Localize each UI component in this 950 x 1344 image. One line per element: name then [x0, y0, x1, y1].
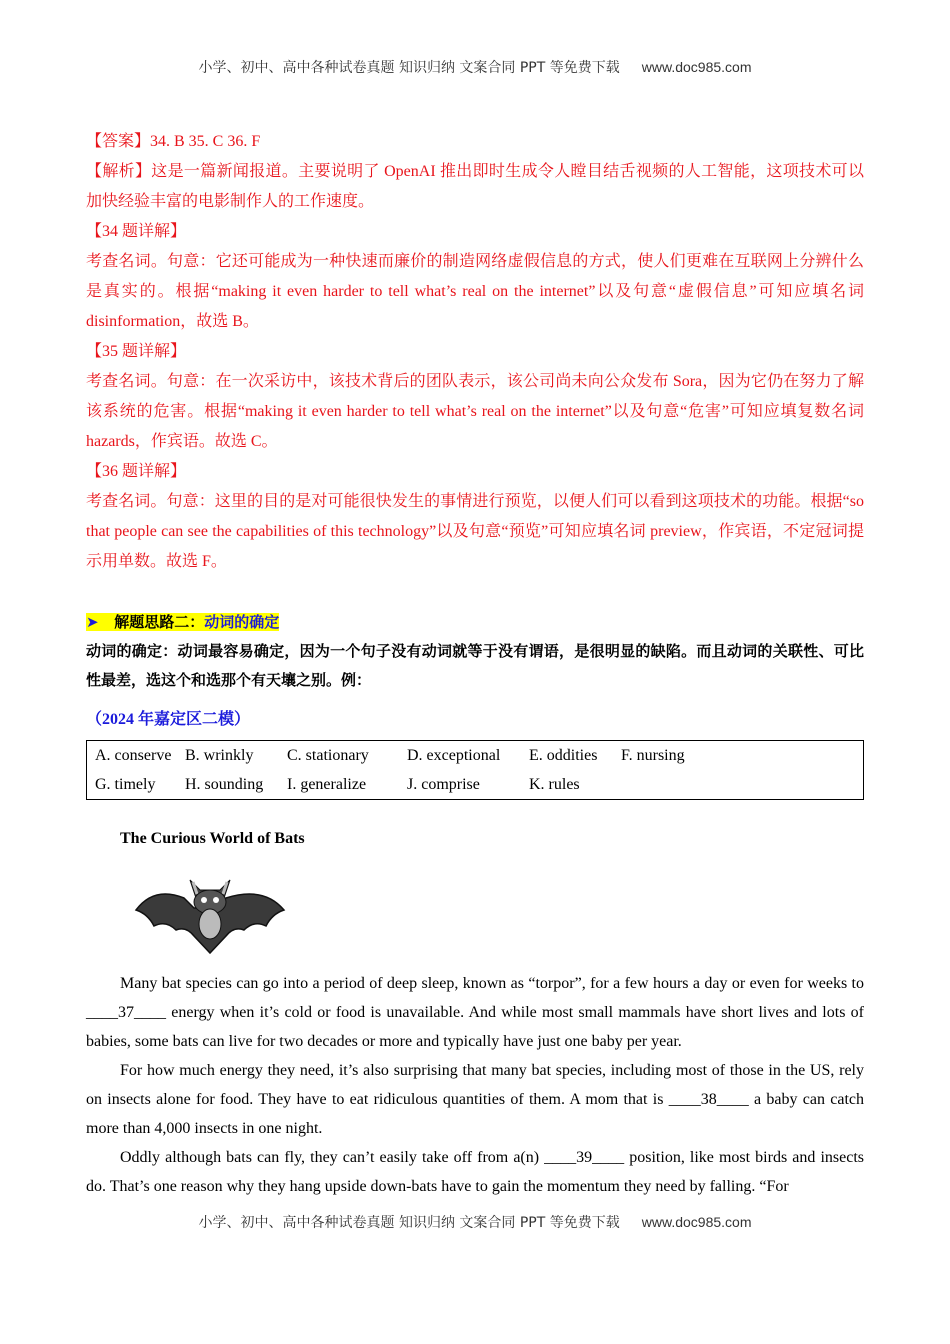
- options-row: [87, 741, 864, 771]
- passage-title: The Curious World of Bats: [120, 830, 305, 847]
- section-intro: 动词的确定：动词最容易确定，因为一个句子没有动词就等于没有谓语，是很明显的缺陷。而且动词的关联性、可比性最差，选这个和选那个有天壤之别。例：: [86, 642, 864, 689]
- options-row: [87, 770, 864, 800]
- page-footer: [0, 1212, 950, 1232]
- q34-body: 考查名词。句意：它还可能成为一种快速而廉价的制造网络虚假信息的方式，使人们更难在互联网上分辨什么是真实的。根据“making it even harder to tell what’s real on the internet”以及句意“虚假信息”可知应填名词 disinformation，故选 B。: [86, 253, 864, 330]
- answer-explanation: [86, 127, 864, 577]
- q35-body: 考查名词。句意：在一次采访中，该技术背后的团队表示，该公司尚未向公众发布 Sora，因为它仍在努力了解该系统的危害。根据“making it even harder to tell what’s real on the internet”以及句意“危害”可知应填复数名词 hazards，作宾语。故选 C。: [86, 373, 864, 450]
- footer-text: 小学、初中、高中各种试卷真题 知识归纳 文案合同 PPT 等免费下载: [198, 1215, 620, 1231]
- option: D. exceptional: [407, 746, 501, 764]
- section-label: 解题思路二：: [114, 613, 205, 631]
- option: G. timely: [95, 775, 156, 793]
- option: K. rules: [529, 775, 580, 793]
- header-url[interactable]: www.doc985.com: [641, 59, 752, 75]
- option: B. wrinkly: [185, 746, 254, 764]
- section-highlight: 动词的确定: [204, 613, 280, 631]
- page-header: [0, 57, 950, 77]
- option: H. sounding: [185, 775, 264, 793]
- passage-body: [86, 969, 864, 1201]
- q36-body: 考查名词。句意：这里的目的是对可能很快发生的事情进行预览，以便人们可以看到这项技术的功能。根据“so that people can see the capabilities of this technology”以及句意“预览”可知应填名词 preview，作宾语，不定冠词提示用单数。故选 F。: [86, 493, 864, 570]
- options-table: [86, 740, 864, 800]
- option: C. stationary: [287, 746, 369, 764]
- option: A. conserve: [95, 746, 172, 764]
- arrow-icon: ➤: [86, 613, 99, 631]
- analysis-text: 【解析】这是一篇新闻报道。主要说明了 OpenAI 推出即时生成令人瞠目结舌视频的人工智能，这项技术可以加快经验丰富的电影制作人的工作速度。: [86, 163, 864, 210]
- option: F. nursing: [621, 746, 685, 764]
- option: [613, 770, 864, 800]
- option: E. oddities: [529, 746, 598, 764]
- q35-title: 【35 题详解】: [86, 343, 187, 360]
- q36-title: 【36 题详解】: [86, 463, 187, 480]
- passage-paragraph: Many bat species can go into a period of deep sleep, known as “torpor”, for a few hours a day or even for weeks to ____37____ energy when it’s cold or food is unavailable. And while most small mammals have short lives and lots of babies, some bats can live for two decades or more and typically have just one baby per year.: [86, 975, 864, 1050]
- passage-paragraph: Oddly although bats can fly, they can’t easily take off from a(n) ____39____ position, like most birds and insects do. That’s one reason why they hang upside down-bats have to gain the momentum they need by falling. “For: [86, 1149, 864, 1195]
- header-text: 小学、初中、高中各种试卷真题 知识归纳 文案合同 PPT 等免费下载: [198, 60, 620, 76]
- bat-illustration: [134, 868, 286, 958]
- option: I. generalize: [287, 775, 367, 793]
- section-heading: [86, 608, 864, 695]
- source-label: （2024 年嘉定区二模）: [86, 711, 251, 728]
- q34-title: 【34 题详解】: [86, 223, 187, 240]
- footer-url[interactable]: www.doc985.com: [641, 1214, 752, 1230]
- passage-paragraph: For how much energy they need, it’s also surprising that many bat species, including most of those in the US, rely on insects alone for food. They have to eat ridiculous quantities of them. A mom that is ____38____ a baby can catch more than 4,000 insects in one night.: [86, 1062, 864, 1137]
- answer-line: 【答案】34. B 35. C 36. F: [86, 133, 261, 150]
- option: J. comprise: [407, 775, 480, 793]
